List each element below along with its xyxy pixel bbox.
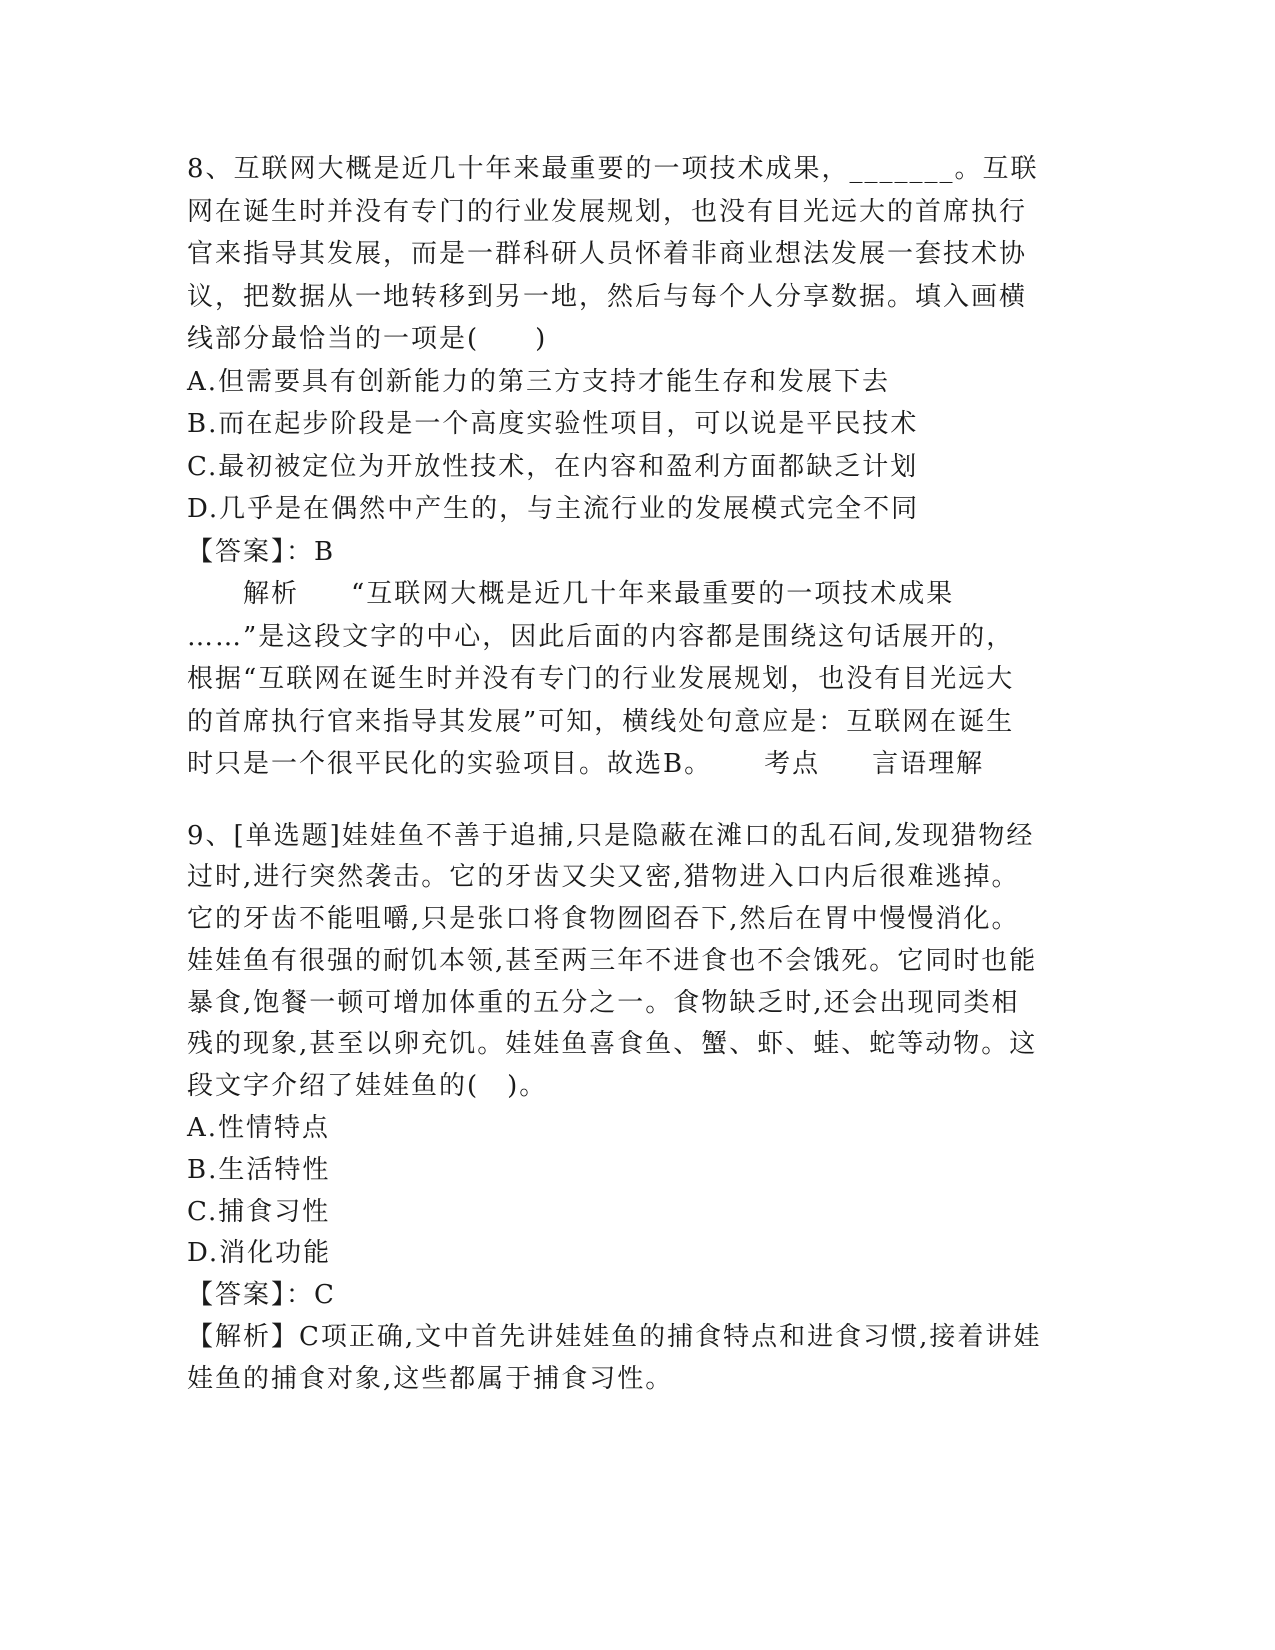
text-line: 根据“互联网在诞生时并没有专门的行业发展规划，也没有目光远大 bbox=[187, 664, 1015, 694]
question-9-stem bbox=[187, 816, 1087, 1109]
text-line: 暴食,饱餐一顿可增加体重的五分之一。食物缺乏时,还会出现同类相 bbox=[187, 987, 1020, 1018]
question-9-options bbox=[187, 1108, 1087, 1275]
question-8-options bbox=[187, 361, 1087, 531]
analysis-last-line bbox=[187, 743, 1087, 786]
option-b: B.生活特性 bbox=[187, 1154, 331, 1185]
option-b: B.而在起步阶段是一个高度实验性项目，可以说是平民技术 bbox=[187, 409, 919, 439]
question-8-answer: 【答案】：B bbox=[187, 536, 336, 567]
text-line: 过时,进行突然袭击。它的牙齿又尖又密,猎物进入口内后很难逃掉。 bbox=[187, 862, 1020, 893]
text-line: 它的牙齿不能咀嚼,只是张口将食物囫囵吞下,然后在胃中慢慢消化。 bbox=[187, 904, 1020, 935]
point-value: 言语理解 bbox=[872, 749, 985, 779]
text-line: 娃娃鱼有很强的耐饥本领,甚至两三年不进食也不会饿死。它同时也能 bbox=[187, 945, 1038, 976]
text-line: 8、互联网大概是近几十年来最重要的一项技术成果，_______。互联 bbox=[187, 154, 1039, 184]
question-8-stem bbox=[187, 148, 1087, 361]
text-line: 娃鱼的捕食对象,这些都属于捕食习性。 bbox=[187, 1363, 674, 1394]
option-d: D.几乎是在偶然中产生的，与主流行业的发展模式完全不同 bbox=[187, 494, 920, 524]
text-line: 网在诞生时并没有专门的行业发展规划，也没有目光远大的首席执行 bbox=[187, 196, 1028, 227]
analysis-text: 时只是一个很平民化的实验项目。故选B。 bbox=[187, 749, 713, 779]
text-line: 【解析】C项正确,文中首先讲娃娃鱼的捕食特点和进食习惯,接着讲娃 bbox=[187, 1322, 1042, 1353]
analysis-label: 解析 bbox=[243, 579, 300, 609]
document-body bbox=[187, 148, 1087, 1401]
text-line: 残的现象,甚至以卵充饥。娃娃鱼喜食鱼、蟹、虾、蛙、蛇等动物。这 bbox=[187, 1029, 1038, 1060]
point-label: 考点 bbox=[764, 749, 821, 779]
text-line: 议，把数据从一地转移到另一地，然后与每个人分享数据。填入画横 bbox=[187, 281, 1028, 312]
question-8-analysis bbox=[187, 573, 1087, 786]
option-c: C.最初被定位为开放性技术，在内容和盈利方面都缺乏计划 bbox=[187, 451, 919, 482]
text-line: 9、[单选题]娃娃鱼不善于追捕,只是隐蔽在滩口的乱石间,发现猎物经 bbox=[187, 820, 1035, 851]
question-9-answer: 【答案】：C bbox=[187, 1280, 336, 1311]
question-9-analysis bbox=[187, 1317, 1087, 1401]
text-line: 段文字介绍了娃娃鱼的( )。 bbox=[187, 1071, 548, 1102]
option-a: A.性情特点 bbox=[187, 1113, 331, 1144]
option-a: A.但需要具有创新能力的第三方支持才能生存和发展下去 bbox=[187, 366, 891, 397]
analysis-text: “互联网大概是近几十年来最重要的一项技术成果 bbox=[351, 579, 955, 609]
text-line: 线部分最恰当的一项是( ) bbox=[187, 324, 548, 354]
option-d: D.消化功能 bbox=[187, 1238, 332, 1269]
option-c: C.捕食习性 bbox=[187, 1196, 331, 1227]
analysis-first-line bbox=[187, 573, 1087, 616]
text-line: 官来指导其发展，而是一群科研人员怀着非商业想法发展一套技术协 bbox=[187, 239, 1028, 269]
text-line: 的首席执行官来指导其发展”可知，横线处句意应是：互联网在诞生 bbox=[187, 706, 1015, 737]
text-line: ……”是这段文字的中心，因此后面的内容都是围绕这句话展开的， bbox=[187, 621, 1015, 652]
spacer bbox=[187, 786, 1087, 816]
